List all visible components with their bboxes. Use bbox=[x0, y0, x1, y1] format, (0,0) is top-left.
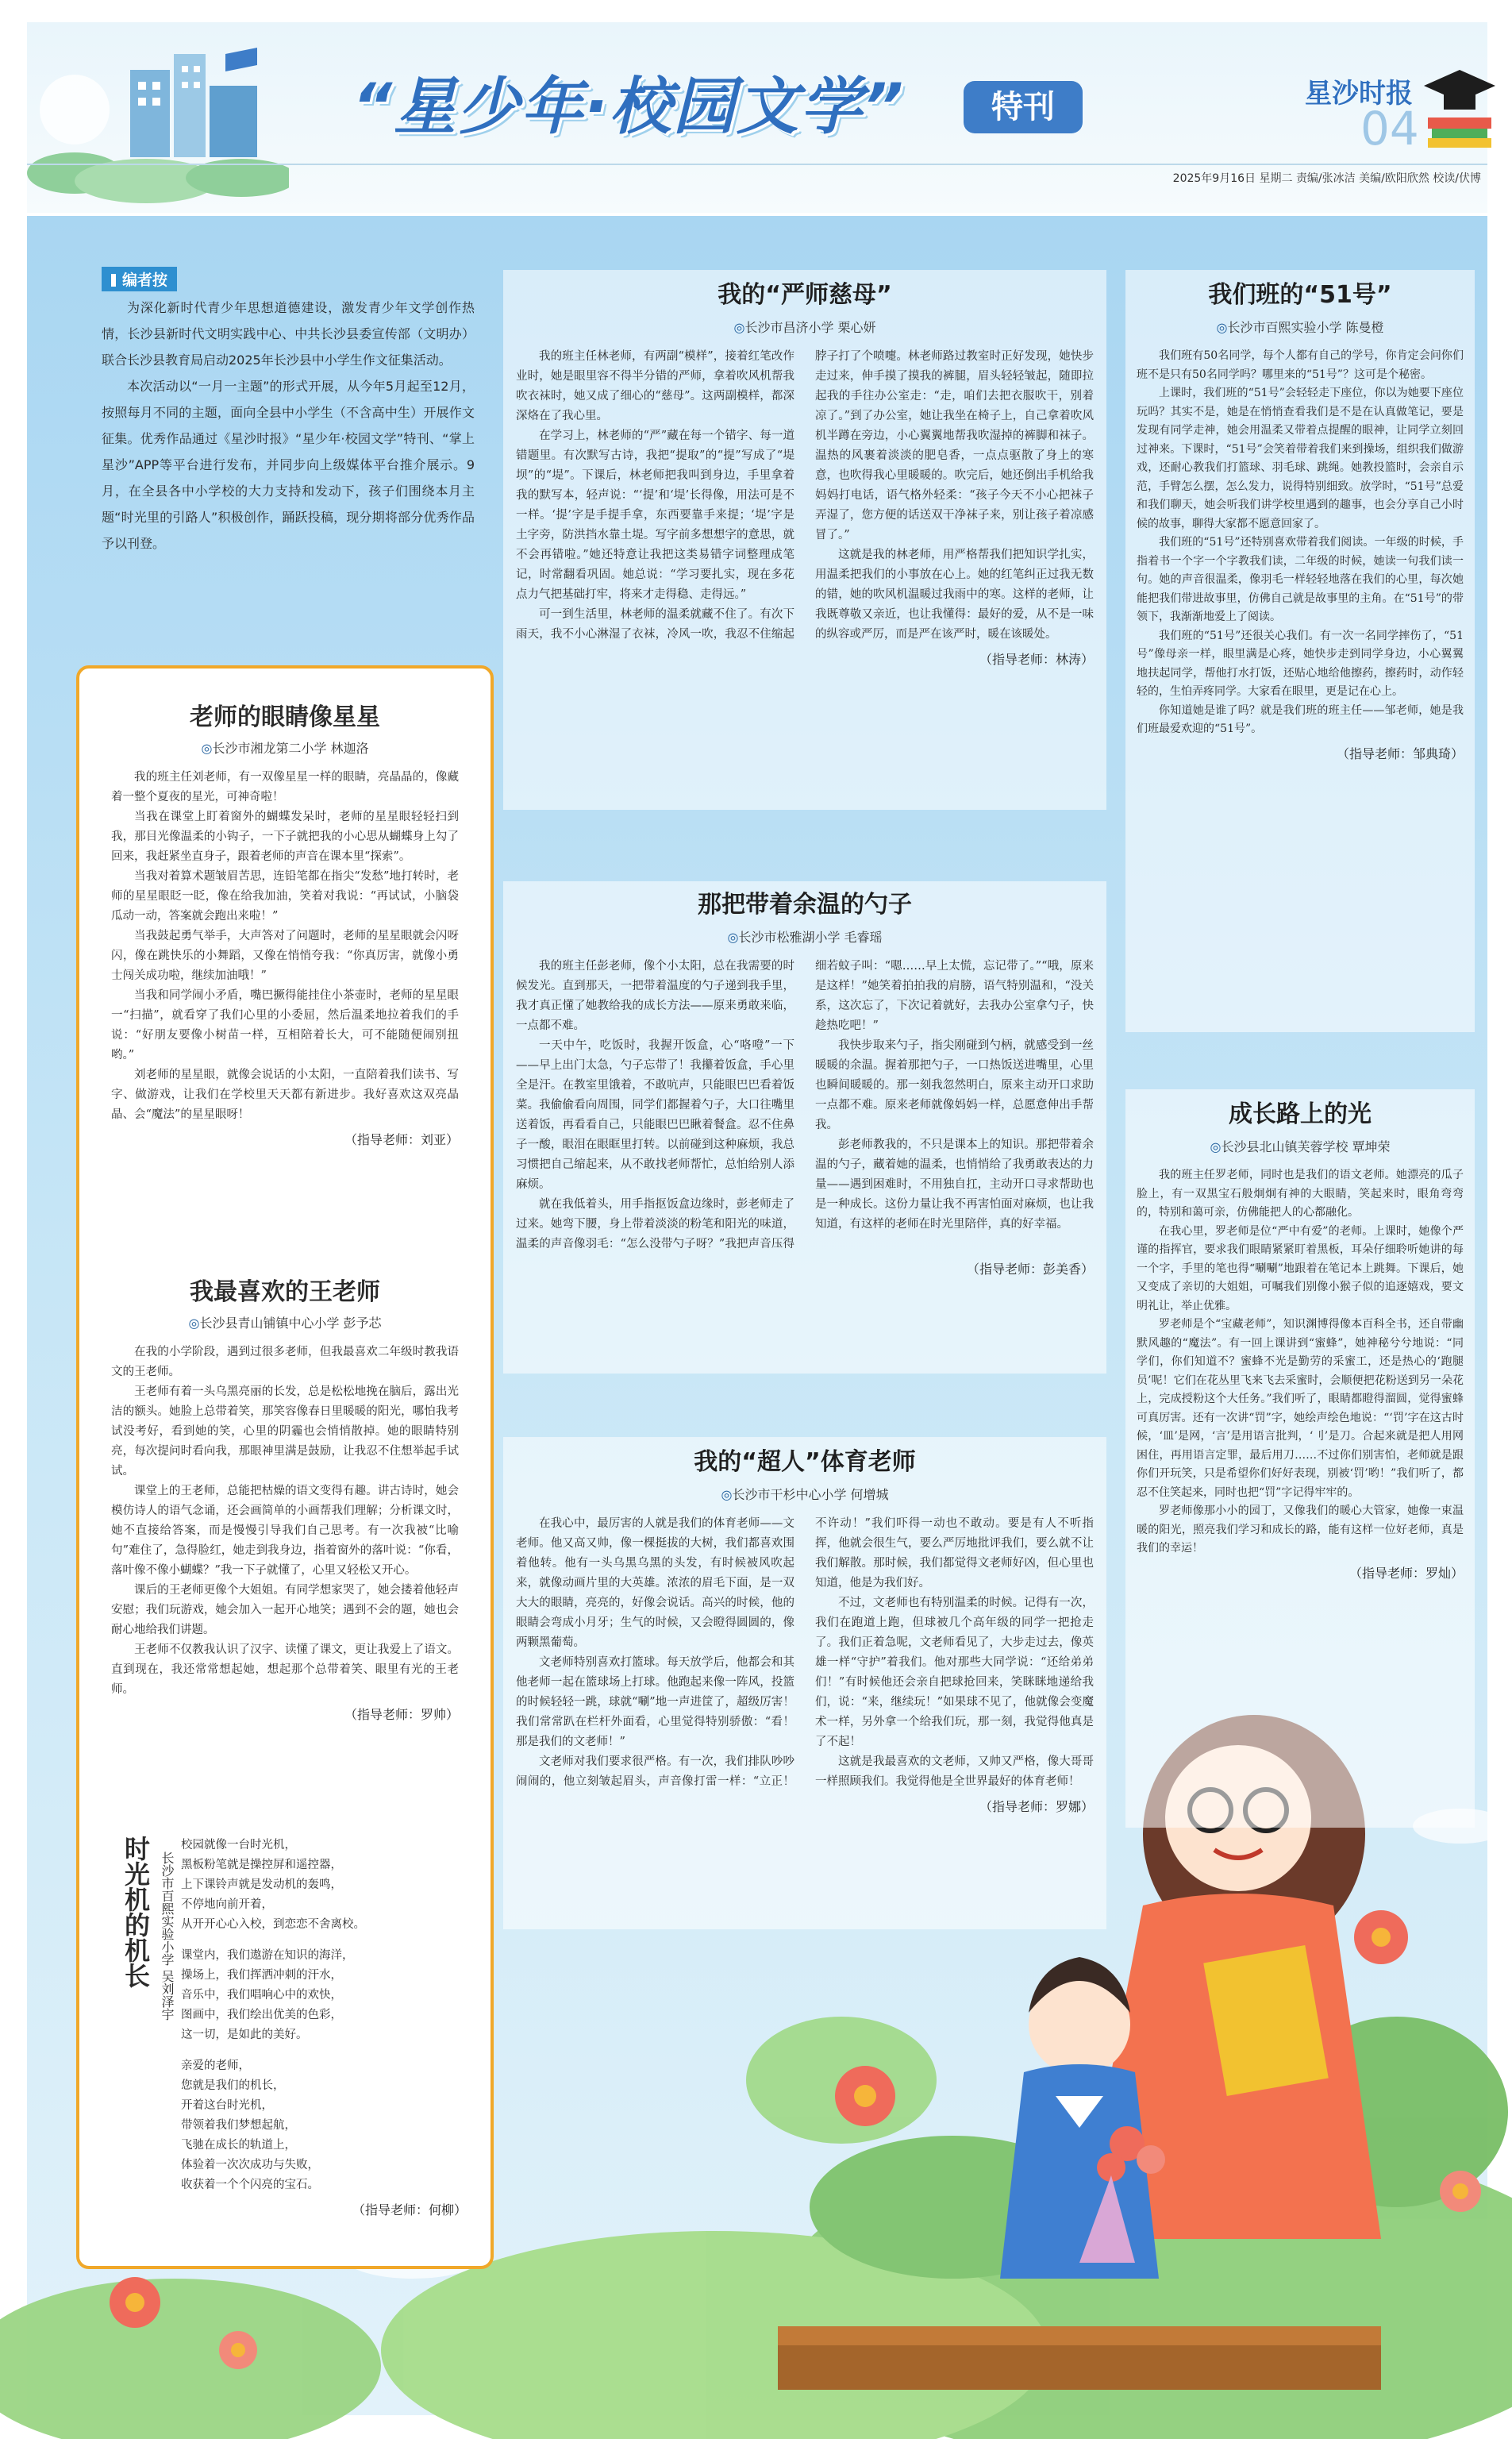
paragraph: 一天中午，吃饭时，我握开饭盒，心“咯噔”一下——早上出门太急，勺子忘带了！我攥着饭盒，手心里全是汗。在教室里饿着，不敢吭声，只能眼巴巴看着饭菜。我偷偷看向周围，同学们都握着勺子，大口往嘴里送着饭，再看看自己，只能眼巴巴瞅着餐盒。忍不住鼻子一酸，眼泪在眼眶里打转。以前碰到这种麻烦，我总习惯把自己缩起来，从不敢找老师帮忙，总怕给别人添麻烦。 bbox=[516, 1039, 794, 1191]
article-strict-teacher bbox=[516, 279, 1094, 668]
article-light-on-growth bbox=[1137, 1099, 1464, 1582]
paragraph: 我们班的“51号”还很关心我们。有一次一名同学摔伤了，“51号”像母亲一样，眼里满是心疼，她快步走到同学身边，小心翼翼地扶起同学，帮他打水打饭，还贴心地给他擦药，擦药时，动作轻轻的，生怕弄疼同学。大家看在眼里，更是记在心上。 bbox=[1137, 629, 1464, 698]
poem-mentor: （指导老师：何柳） bbox=[352, 2202, 467, 2217]
article-body bbox=[516, 347, 1094, 645]
poem-line: 音乐中，我们唱响心中的欢快， bbox=[181, 1989, 342, 2002]
editor-note-paragraph: 为深化新时代青少年思想道德建设，激发青少年文学创作热情，长沙县新时代文明实践中心、中共长沙县委宣传部（文明办）联合长沙县教育局启动2025年长沙县中小学生作文征集活动。 bbox=[102, 300, 475, 368]
paragraph: 当我在课堂上盯着窗外的蝴蝶发呆时，老师的星星眼轻轻扫到我，那目光像温柔的小钩子，一下子就把我的小心思从蝴蝶身上勾了回来，我赶紧坐直身子，跟着老师的声音在课本里“探索”。 bbox=[111, 811, 459, 863]
article-byline: ◎长沙县青山铺镇中心小学 彭予芯 bbox=[188, 1316, 382, 1331]
paragraph: 彭老师教我的，不只是课本上的知识。那把带着余温的勺子，藏着她的温柔，也悄悄给了我勇敢表达的力量——遇到困难时，不用独自扛，主动开口寻求帮助也是一种成长。这份力量让我不再害怕面对麻烦，也让我知道，有这样的老师在时光里陪伴，真的好幸福。 bbox=[815, 1139, 1094, 1231]
poem-line: 带领着我们梦想起航， bbox=[181, 2119, 296, 2132]
article-title: 成长路上的光 bbox=[1229, 1100, 1372, 1128]
editor-note-label: 编者按 bbox=[102, 267, 177, 291]
poem-line: 飞驰在成长的轨道上， bbox=[181, 2139, 296, 2152]
paragraph: 我的班主任罗老师，同时也是我们的语文老师。她漂亮的瓜子脸上，有一双黑宝石般炯炯有神的大眼睛，笑起来时，眼角弯弯的，特别和蔼可亲，仿佛能把人的心都融化。 bbox=[1137, 1169, 1464, 1219]
page-number: 04 bbox=[1360, 102, 1419, 156]
article-warm-spoon bbox=[516, 889, 1094, 1277]
paragraph: 当我鼓起勇气举手，大声答对了问题时，老师的星星眼就会闪呀闪，像在跳快乐的小舞蹈，又像在悄悄夸我：“你真厉害，就像小勇士闯关成功啦，继续加油哦！” bbox=[111, 930, 459, 982]
poem-line: 上下课铃声就是发动机的轰鸣， bbox=[181, 1878, 342, 1891]
poem-line: 收获着一个个闪亮的宝石。 bbox=[181, 2179, 319, 2191]
special-issue-badge: 特刊 bbox=[964, 81, 1083, 133]
paragraph: 课后的王老师更像个大姐姐。有同学想家哭了，她会搂着他轻声安慰；我们玩游戏，她会加入一起开心地笑；遇到不会的题，她也会耐心地给我们讲题。 bbox=[111, 1584, 459, 1636]
paragraph: 罗老师是个“宝藏老师”，知识渊博得像本百科全书，还自带幽默风趣的“魔法”。有一回上课讲到“蜜蜂”，她神秘兮兮地说：“同学们，你们知道不？蜜蜂不光是勤劳的采蜜工，还是热心的‘跑腿员’呢！它们在花丛里飞来飞去采蜜时，会顺便把花粉送到另一朵花上，完成授粉这个大任务。”我们听了，眼睛都瞪得溜圆，觉得蜜蜂可真厉害。还有一次讲“罚”字，她绘声绘色地说：“‘罚’字在这古时候，‘皿’是网，‘言’是用语言批判，‘刂’是刀。合起来就是把人用网困住，再用语言定罪，最后用刀……不过你们别害怕，老师就是跟你们开玩笑，只是希望你们好好表现，别被‘罚’哟！”我们听了，都忍不住笑起来，同时也把“罚”字记得牢牢的。 bbox=[1137, 1318, 1464, 1499]
article-body bbox=[1137, 347, 1464, 739]
paragraph: 上课时，我们班的“51号”会轻轻走下座位，你以为她要下座位玩吗？其实不是，她是在悄悄查看我们是不是在认真做笔记，要是发现有同学走神，她会用温柔又带着点提醒的眼神，让同学立刻回过神来。下课时，“51号”会笑着带着我们来到操场，组织我们做游戏，还耐心教我们打篮球、羽毛球、跳绳。她教投篮时，会亲自示范，手臂怎么摆，怎么发力，说得特别细致。放学时，“51号”总爱和我们聊天，她会听我们讲学校里遇到的趣事，也会分享自己小时候的故事，聊得大家都不愿意回家了。 bbox=[1137, 387, 1464, 530]
article-byline: ◎长沙市松雅湖小学 毛睿瑶 bbox=[727, 930, 883, 945]
article-body bbox=[111, 768, 459, 1125]
article-body bbox=[1137, 1166, 1464, 1559]
article-body bbox=[111, 1343, 459, 1700]
editor-note bbox=[102, 267, 475, 557]
paragraph: 我们班的“51号”还特别喜欢带着我们阅读。一年级的时候，手指着书一个字一个字教我们读，二年级的时候，她读一句我们读一句。她的声音很温柔，像羽毛一样轻轻地落在我们的心里，每次她能把我们带进故事里，仿佛自己就是故事里的主角。在“51号”的带领下，我渐渐地爱上了阅读。 bbox=[1137, 536, 1464, 623]
paragraph: 在我心中，最厉害的人就是我们的体育老师——文老师。他又高又帅，像一棵挺拔的大树，我们都喜欢围着他转。他有一头乌黑乌黑的头发，有时候被风吹起来，就像动画片里的大英雄。浓浓的眉毛下面，是一双大大的眼睛，亮亮的，好像会说话。高兴的时候，他的眼睛会弯成小月牙；生气的时候，又会瞪得圆圆的，像两颗黑葡萄。 bbox=[516, 1517, 794, 1649]
poem-line: 操场上，我们挥洒冲刺的汗水， bbox=[181, 1969, 342, 1982]
paragraph: 文老师对我们要求很严格。有一次，我们排队吵吵闹闹的，他立刻皱起眉头，声音像打雷一样：“立正！不许动！”我们吓得一动也不敢动。要是有人不听指挥，他就会很生气，要么严厉地批评我们，要么就不让我们解散。那时候，我们都觉得文老师好凶，但心里也知道，他是为我们好。 bbox=[516, 1517, 1094, 1788]
poem-byline: 长沙市百熙实验小学 吴刘泽宇 bbox=[160, 1851, 175, 2021]
issue-date: 2025年9月16日 星期二 bbox=[1172, 172, 1293, 185]
paragraph: 这就是我最喜欢的文老师，又帅又严格，像大哥哥一样照顾我们。我觉得他是全世界最好的体育老师！ bbox=[815, 1755, 1094, 1788]
paragraph: 不过，文老师也有特别温柔的时候。记得有一次，我们在跑道上跑，但球被几个高年级的同学一把抢走了。我们正着急呢，文老师看见了，大步走过去，像英雄一样“守护”着我们。他对那些大同学说：“还给弟弟们！”有时候他还会亲自把球抢回来，笑眯眯地递给我们，说：“来，继续玩！”如果球不见了，他就像会变魔术一样，另外拿一个给我们玩，那一刻，我觉得他真是了不起！ bbox=[815, 1597, 1094, 1748]
paragraph: 我的班主任彭老师，像个小太阳，总在我需要的时候发光。直到那天，一把带着温度的勺子递到我手里，我才真正懂了她教给我的成长方法——原来勇敢来临，一点都不难。 bbox=[516, 960, 794, 1032]
paragraph: 当我和同学闹小矛盾，嘴巴撅得能挂住小茶壶时，老师的星星眼一“扫描”，就看穿了我们心里的小委屈，然后温柔地拉着我们的手说：“好朋友要像小树苗一样，互相陪着长大，可不能随便闹别扭哟。” bbox=[111, 989, 459, 1062]
paragraph: 我快步取来勺子，指尖刚碰到勺柄，就感受到一丝暖暖的余温。握着那把勺子，一口热饭送进嘴里，心里也瞬间暖暖的。那一刻我忽然明白，原来主动开口求助一点都不难。原来老师就像妈妈一样，总愿意伸出手帮我。 bbox=[815, 1039, 1094, 1131]
article-mentor: （指导老师：林涛） bbox=[979, 652, 1094, 667]
dateline bbox=[1173, 170, 1481, 186]
paragraph: 王老师有着一头乌黑亮丽的长发，总是松松地挽在脑后，露出光洁的额头。她脸上总带着笑，那笑容像春日里暖暖的阳光，哪怕我考试没考好，看到她的笑，心里的阴霾也会悄悄散掉。她的眼睛特别亮，每次提问时看向我，那眼神里满是鼓励，让我忍不住想举起手试试。 bbox=[111, 1385, 459, 1478]
header-divider bbox=[27, 164, 1487, 165]
article-title: 那把带着余温的勺子 bbox=[698, 891, 912, 919]
article-super-pe-teacher bbox=[516, 1447, 1094, 1815]
poem-title: 时光机的机长 bbox=[121, 1836, 151, 1988]
paragraph: 王老师不仅教我认识了汉字、读懂了课文，更让我爱上了语文。直到现在，我还常常想起她，想起那个总带着笑、眼里有光的王老师。 bbox=[111, 1643, 459, 1696]
masthead-title: “星少年·校园文学” bbox=[352, 71, 906, 143]
article-mentor: （指导老师：罗灿） bbox=[1348, 1565, 1464, 1581]
article-number-51 bbox=[1137, 279, 1464, 762]
poem-line: 课堂内，我们遨游在知识的海洋， bbox=[181, 1949, 354, 1962]
paragraph: 罗老师像那小小的园丁，又像我们的暖心大管家，她像一束温暖的阳光，照亮我们学习和成长的路，能有这样一位好老师，真是我们的幸运！ bbox=[1137, 1505, 1464, 1555]
paragraph: 这就是我的林老师，用严格帮我们把知识学扎实，用温柔把我们的小事放在心上。她的红笔纠正过我无数的错，她的吹风机温暖过我雨中的寒。这样的老师，让我既尊敬又亲近，也让我懂得：最好的爱，从不是一味的纵容或严厉，而是严在该严时，暖在该暖处。 bbox=[815, 549, 1094, 641]
poem-line: 这一切，是如此的美好。 bbox=[181, 2029, 308, 2041]
poem-line: 您就是我们的机长， bbox=[181, 2079, 285, 2092]
article-mentor: （指导老师：罗帅） bbox=[344, 1707, 459, 1722]
poem-time-machine bbox=[111, 1836, 468, 2248]
paragraph: 当我对着算术题皱眉苦思，连铅笔都在指尖“发愁”地打转时，老师的星星眼眨一眨，像在给我加油，笑着对我说：“再试试，小脑袋瓜动一动，答案就会跑出来啦！” bbox=[111, 870, 459, 923]
article-title: 我们班的“51号” bbox=[1208, 281, 1392, 309]
paragraph: 在学习上，林老师的“严”藏在每一个错字、每一道错题里。有次默写古诗，我把“提取”的“提”写成了“堤坝”的“堤”。下课后，林老师把我叫到身边，手里拿着我的默写本，轻声说：“‘提’和‘堤’长得像，用法可是不一样。‘提’字是手提手拿，东西要靠手来提；‘堤’字是土字旁，防洪挡水靠土堤。写字前多想想字的意思，就不会再错啦。”她还特意让我把这类易错字词整理成笔记，时常翻看巩固。她总说：“学习要扎实，现在多花点力气把基础打牢，将来才走得稳、走得远。” bbox=[516, 430, 794, 601]
article-teacher-eyes bbox=[111, 697, 459, 1148]
poem-body bbox=[181, 1836, 467, 2220]
paragraph: 可一到生活里，林老师的温柔就藏不住了。有次下雨天，我不小心淋湿了衣袜，冷风一吹，我忍不住缩起脖子打了个喷嚏。林老师路过教室时正好发现，她快步走过来，伸手摸了摸我的裤腿，眉头轻轻皱起，随即拉起我的手往办公室走：“走，咱们去把衣服吹干，别着凉了。”到了办公室，她让我坐在椅子上，自己拿着吹风机半蹲在旁边，小心翼翼地帮我吹湿掉的裤脚和袜子。温热的风裹着淡淡的肥皂香，一点点驱散了身上的寒意，也吹得我心里暖暖的。吹完后，她还倒出手机给我妈妈打电话，语气格外轻柔：“孩子今天不小心把袜子弄湿了，您方便的话送双干净袜子来，别让孩子着凉感冒了。” bbox=[516, 350, 1094, 641]
newspaper-brand: 星沙时报 bbox=[1305, 78, 1413, 110]
article-body bbox=[516, 957, 1094, 1254]
poem-line: 体验着一次次成功与失败， bbox=[181, 2159, 319, 2171]
editor-note-body bbox=[102, 295, 475, 557]
article-teacher-wang bbox=[111, 1272, 459, 1723]
left-feature-box bbox=[76, 665, 494, 2269]
article-byline: ◎长沙县北山镇芙蓉学校 覃坤荣 bbox=[1210, 1139, 1391, 1154]
paragraph: 课堂上的王老师，总能把枯燥的语文变得有趣。讲古诗时，她会模仿诗人的语气念诵，还会画简单的小画帮我们理解；分析课文时，她不直接给答案，而是慢慢引导我们自己思考。有一次我被“比喻句”难住了，急得脸红，她走到我身边，指着窗外的落叶说：“你看，落叶像不像小蝴蝶？”我一下子就懂了，心里又轻松又开心。 bbox=[111, 1485, 459, 1577]
poem-line: 从开开心心入校，到恋恋不舍离校。 bbox=[181, 1918, 365, 1931]
article-title: 我的“超人”体育老师 bbox=[694, 1448, 916, 1476]
poem-line: 校园就像一台时光机， bbox=[181, 1839, 296, 1851]
poem-line: 黑板粉笔就是操控屏和遥控器， bbox=[181, 1859, 342, 1871]
article-byline: ◎长沙市干杉中心小学 何增城 bbox=[721, 1487, 889, 1502]
article-mentor: （指导老师：刘亚） bbox=[344, 1132, 459, 1147]
graduation-cap-icon bbox=[1416, 54, 1503, 157]
paragraph: 我的班主任刘老师，有一双像星星一样的眼睛，亮晶晶的，像藏着一整个夏夜的星光，可神奇啦！ bbox=[111, 771, 459, 803]
article-byline: ◎长沙市湘龙第二小学 林迦洛 bbox=[201, 741, 369, 756]
article-byline: ◎长沙市昌济小学 栗心妍 bbox=[733, 320, 876, 335]
paragraph: 你知道她是谁了吗？就是我们班的班主任——邹老师，她是我们班最爱欢迎的“51号”。 bbox=[1137, 703, 1464, 735]
poem-line: 亲爱的老师， bbox=[181, 2059, 250, 2072]
paragraph: 就在我低着头，用手指抠饭盒边缘时，彭老师走了过来。她弯下腰，身上带着淡淡的粉笔和阳光的味道，温柔的声音像羽毛：“怎么没带勺子呀？”我把声音压得细若蚊子叫：“嗯……早上太慌，忘记带了。”“哦，原来是这样！”她笑着拍拍我的肩膀，语气特别温和，“没关系，这次忘了，下次记着就好，去我办公室拿勺子，快趁热吃吧！” bbox=[516, 960, 1094, 1250]
article-title: 我的“严师慈母” bbox=[718, 281, 892, 309]
paragraph: 刘老师的星星眼，就像会说话的小太阳，一直陪着我们读书、写字、做游戏，让我们在学校里天天都有新进步。我好喜欢这双亮晶晶、会“魔法”的星星眼呀！ bbox=[111, 1069, 459, 1121]
editor-note-paragraph: 本次活动以“一月一主题”的形式开展，从今年5月起至12月，按照每月不同的主题，面向全县中小学生（不含高中生）开展作文征集。优秀作品通过《星沙时报》“星少年·校园文学”特刊、“掌上星沙”APP等平台进行发布，并同步向上级媒体平台推介展示。9月，在全县各中小学校的大力支持和发动下，孩子们围绕本月主题“时光里的引路人”积极创作，踊跃投稿，现分期将部分优秀作品予以刊登。 bbox=[102, 379, 475, 551]
page-header bbox=[27, 22, 1487, 213]
article-body bbox=[516, 1514, 1094, 1792]
poem-line: 不停地向前开着， bbox=[181, 1898, 273, 1911]
article-mentor: （指导老师：罗娜） bbox=[979, 1799, 1094, 1814]
school-city-illustration bbox=[27, 22, 289, 213]
poem-line: 图画中，我们绘出优美的色彩， bbox=[181, 2009, 342, 2021]
poem-line: 开着这台时光机， bbox=[181, 2099, 273, 2112]
article-byline: ◎长沙市百熙实验小学 陈曼橙 bbox=[1216, 320, 1384, 335]
article-title: 我最喜欢的王老师 bbox=[190, 1278, 380, 1306]
paragraph: 文老师特别喜欢打篮球。每天放学后，他都会和其他老师一起在篮球场上打球。他跑起来像一阵风，投篮的时候轻轻一跳，球就“唰”地一声进筐了，超级厉害！我们常常趴在栏杆外面看，心里觉得特别骄傲：“看！那是我们的文老师！” bbox=[516, 1656, 794, 1748]
article-title: 老师的眼睛像星星 bbox=[190, 703, 380, 731]
article-mentor: （指导老师：邹典琦） bbox=[1336, 746, 1464, 761]
paragraph: 我的班主任林老师，有两副“模样”，接着红笔改作业时，她是眼里容不得半分错的严师，拿着吹风机帮我吹衣袜时，她又成了细心的“慈母”。这两副模样，都深深烙在了我心里。 bbox=[516, 350, 794, 422]
paragraph: 在我心里，罗老师是位“严中有爱”的老师。上课时，她像个严谨的指挥官，要求我们眼睛紧紧盯着黑板，耳朵仔细聆听她讲的每一个字，手里的笔也得“唰唰”地跟着在笔记本上跳舞。下课后，她又变成了亲切的大姐姐，可嘱我们别像小猴子似的追逐嬉戏，要文明礼让，举止优雅。 bbox=[1137, 1224, 1464, 1312]
paragraph: 在我的小学阶段，遇到过很多老师，但我最喜欢二年级时教我语文的王老师。 bbox=[111, 1346, 459, 1378]
paragraph: 我们班有50名同学，每个人都有自己的学号，你肯定会问你们班不是只有50名同学吗？哪里来的“51号”？这可是个秘密。 bbox=[1137, 349, 1464, 381]
article-mentor: （指导老师：彭美香） bbox=[966, 1262, 1094, 1277]
staff-credits: 责编/张冰洁 美编/欧阳欣然 校读/伏博 bbox=[1295, 172, 1481, 185]
